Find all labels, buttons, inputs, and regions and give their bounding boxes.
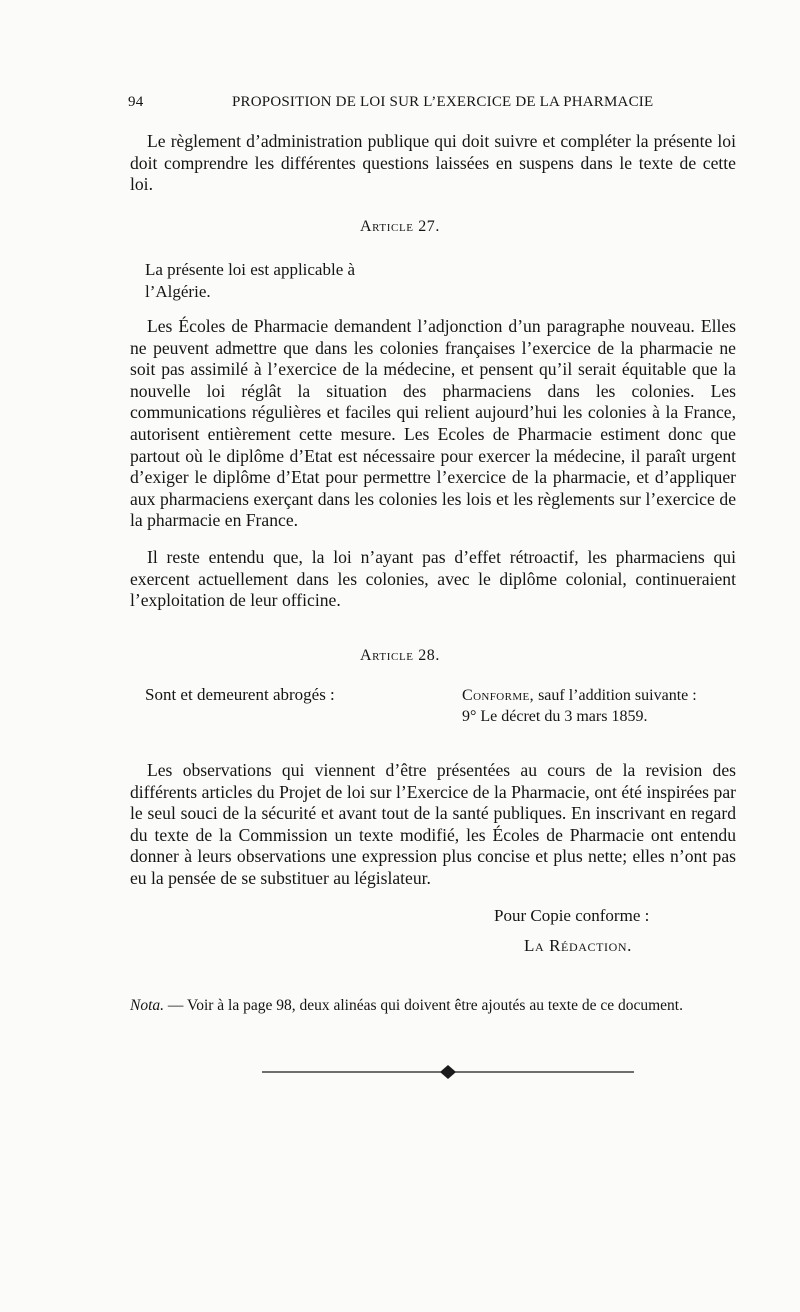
article-27-heading: Article 27. [360, 218, 440, 235]
page-number: 94 [128, 94, 144, 110]
closing-paragraph: Les observations qui viennent d’être présentées au cours de la revision des différents articles du Projet de loi sur l’Exercice de la Pharmacie, ont été inspirées par le seul souci de la sécurité et avant tout de la santé publiques. En inscrivant en regard du texte de la Commission un texte modifié, les Écoles de Pharmacie ont entendu donner à leurs observations une expression plus concise et plus nette; elles n’ont pas eu la pensée de se substituer au législateur. [130, 760, 736, 888]
ornamental-rule-icon [262, 1065, 634, 1079]
conforme-label: Conforme, [462, 687, 535, 704]
article-27-text: La présente loi est applicable à l’Algérie. [145, 260, 356, 301]
signature-line-1: Pour Copie conforme : [494, 906, 650, 925]
article-27-commentary-1: Les Écoles de Pharmacie demandent l’adjonction d’un paragraphe nouveau. Elles ne peuvent admettre que dans les colonies françaises l’exercice de la pharmacie ne soit pas assimilé à l’exercice de la médecine, et pensent qu’il serait équitable que la nouvelle loi réglât la situation des pharmaciens dans les colonies. Les communications régulières et faciles qui relient aujourd’hui les colonies à la France, autorisent entièrement cette mesure. Les Ecoles de Pharmacie estiment donc que partout où le diplôme d’Etat est nécessaire pour exercer la médecine, il paraît urgent d’exiger le diplôme d’Etat pour permettre l’exercice de la pharmacie, et d’appliquer aux pharmaciens exerçant dans les colonies les lois et les règlements sur l’exercice de la pharmacie en France. [130, 316, 736, 531]
intro-paragraph [130, 131, 736, 196]
nota-paragraph: Nota. — Voir à la page 98, deux alinéas qui doivent être ajoutés au texte de ce document. [130, 997, 683, 1014]
article-27-commentary-2: Il reste entendu que, la loi n’ayant pas d’effet rétroactif, les pharmaciens qui exercent actuellement dans les colonies, avec le diplôme colonial, continueraient l’exploitation de leur officine. [130, 547, 736, 611]
article-28-heading: Article 28. [360, 647, 440, 664]
article-28-right-column: Conforme, sauf l’addition suivante : 9° Le décret du 3 mars 1859. [462, 685, 752, 727]
signature-line-2: La Rédaction. [524, 936, 633, 955]
article-28-left-text: Sont et demeurent abrogés : [145, 685, 335, 704]
nota-label: Nota. [130, 997, 165, 1014]
page-title: PROPOSITION DE LOI SUR L’EXERCICE DE LA PHARMACIE [232, 94, 654, 110]
article-28-item: 9° Le décret du 3 mars 1859. [462, 708, 648, 725]
intro-text: Le règlement d’administration publique qui doit suivre et compléter la présente loi doit comprendre les différentes questions laissées en suspens dans le texte de cette loi. [130, 131, 736, 195]
